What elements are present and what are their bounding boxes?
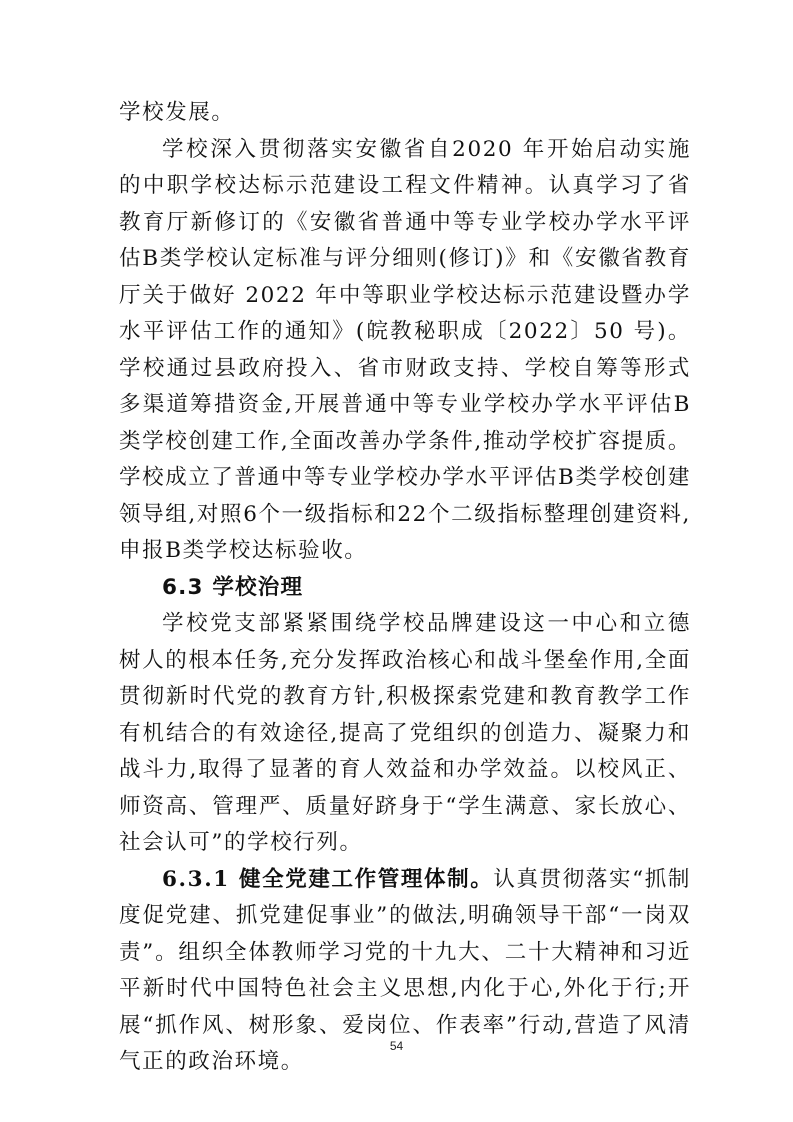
section-heading-school-governance: 6.3 学校治理: [162, 574, 304, 600]
subsection-body-text: 认真贯彻落实“抓制度促党建、抓党建促事业”的做法,明确领导干部“一岗双责”。组织全体教师学习党的十九大、二十大精神和习近平新时代中国特色社会主义思想,内化于心,外化于行;开展“抓作风、树形象、爱岗位、作表率”行动,营造了风清气正的政治环境。: [119, 866, 691, 1074]
paragraph-party-branch: 学校党支部紧紧围绕学校品牌建设这一中心和立德树人的根本任务,充分发挥政治核心和战斗堡垒作用,全面贯彻新时代党的教育方针,积极探索党建和教育教学工作有机结合的有效途径,提高了党组织的创造力、凝聚力和战斗力,取得了显著的育人效益和办学效益。以校风正、师资高、管理严、质量好跻身于“学生满意、家长放心、社会认可”的学校行列。: [119, 611, 691, 855]
subsection-lead-heading: 6.3.1 健全党建工作管理体制。: [162, 866, 494, 892]
page-number: 54: [389, 1039, 404, 1053]
paragraph-school-development-end: 学校发展。: [119, 100, 235, 125]
document-body: [119, 95, 691, 1081]
paragraph-standard-construction: 学校深入贯彻落实安徽省自2020 年开始启动实施的中职学校达标示范建设工程文件精神。认真学习了省教育厅新修订的《安徽省普通中等专业学校办学水平评估B类学校认定标准与评分细则(修订)》和《安徽省教育厅关于做好 2022 年中等职业学校达标示范建设暨办学水平评估工作的通知》(皖教秘职成〔2022〕50 号)。学校通过县政府投入、省市财政支持、学校自筹等形式多渠道筹措资金,开展普通中等专业学校办学水平评估B类学校创建工作,全面改善办学条件,推动学校扩容提质。学校成立了普通中等专业学校办学水平评估B类学校创建领导组,对照6个一级指标和22个二级指标整理创建资料,申报B类学校达标验收。: [119, 136, 691, 563]
